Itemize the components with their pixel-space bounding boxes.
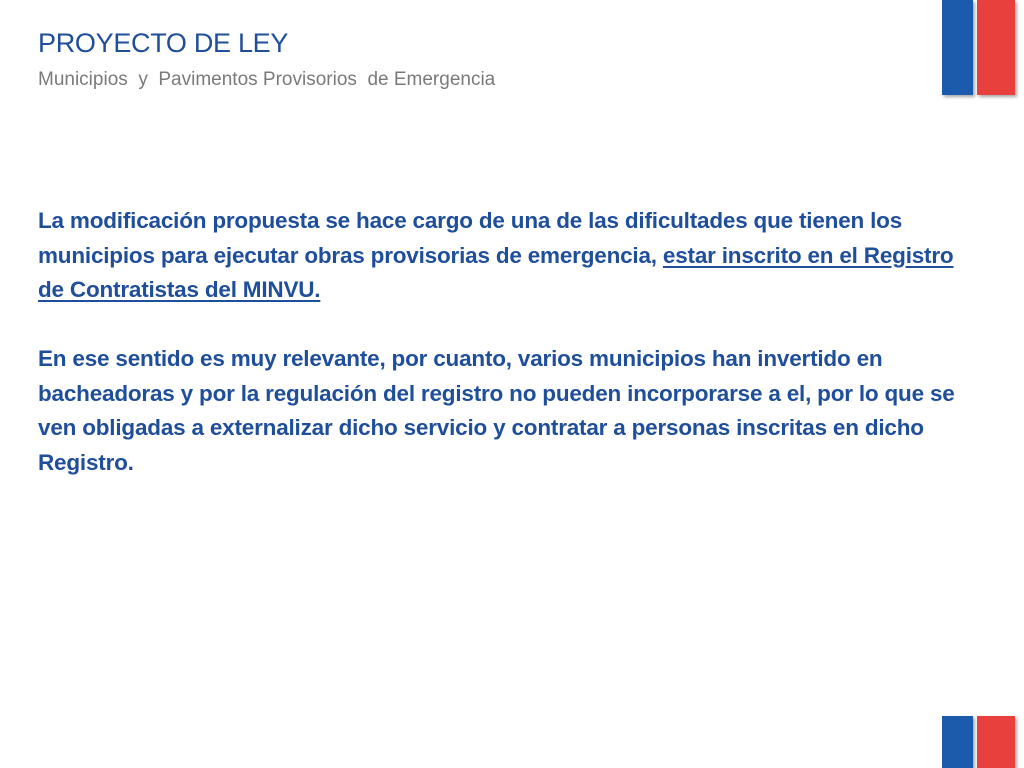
slide-title: PROYECTO DE LEY xyxy=(38,28,289,58)
body-paragraph-1 xyxy=(38,204,973,308)
slide-subtitle: Municipios y Pavimentos Provisorios de Emergencia xyxy=(38,69,496,90)
flag-red-stripe xyxy=(977,0,1015,95)
chile-flag-bottom-emblem xyxy=(942,716,1015,768)
flag-blue-stripe xyxy=(942,716,973,768)
flag-red-stripe xyxy=(977,716,1015,768)
body-paragraph-2: En ese sentido es muy relevante, por cuanto, varios municipios han invertido en bacheadoras y por la regulación del registro no pueden incorporarse a el, por lo que se ven obligadas a externalizar dicho servicio y contratar a personas inscritas en dicho Registro. xyxy=(38,346,955,475)
slide-body xyxy=(38,204,973,480)
paragraph-1-text: La modificación propuesta se hace cargo de una de las dificultades que tienen los municipios para ejecutar obras provisorias de emergencia, xyxy=(38,208,903,268)
flag-blue-stripe xyxy=(942,0,973,95)
paragraph-1-underlined-text: estar inscrito en el Registro de Contratistas del MINVU. xyxy=(38,242,954,302)
chile-flag-top-emblem xyxy=(942,0,1015,95)
